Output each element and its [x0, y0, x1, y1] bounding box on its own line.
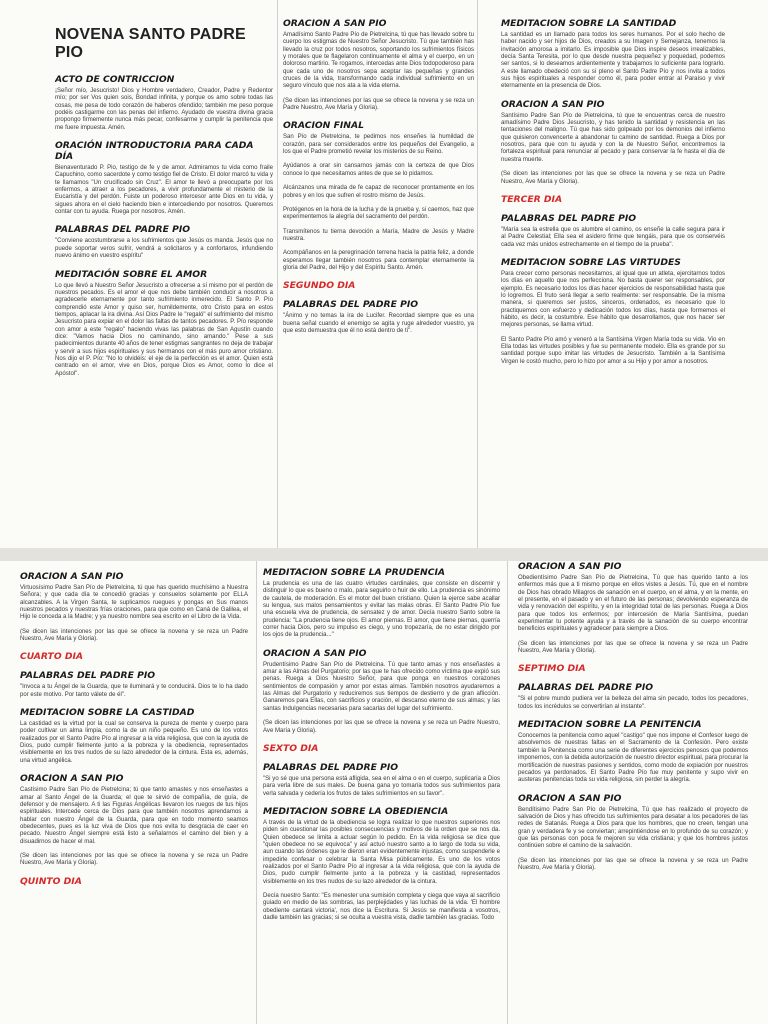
- bottom-sheet: [0, 561, 768, 1024]
- section-heading: MEDITACION SOBRE LA OBEDIENCIA: [263, 805, 449, 817]
- section-heading: ORACIÓN INTRODUCTORIA PARA CADA DÍA: [55, 140, 254, 163]
- paragraph: "Si yo sé que una persona está afligida, sea en el alma o en el cuerpo, suplicaría a Dios para verla libre de sus males. De buena gana yo tomaría todos sus sufrimientos para verla salvada y cedería los frutos de tales sufrimientos en su favor".: [263, 775, 500, 797]
- paragraph: Virtuosísimo Padre San Pío de Pietrelcina, tú que has querido muchísimo a Nuestra Señora; y que cada día te concedió gracias y consuelos solamente por ELLA alcanzables. A la Virgen Santa, te suplicamos ruegues y pongas en Sus manos nuestros pecados y nuestras frías oraciones, para que como en Caná de Galilea, el Hijo le conceda a la Madre; y ya nuestro nombre sea escrito en el Libro de la Vida.: [20, 585, 248, 621]
- paragraph: "Si el pobre mundo pudiera ver la belleza del alma sin pecado, todos los pecadores, todos los incrédulos se convertirían al instante".: [518, 696, 748, 710]
- column-divider: [277, 0, 278, 548]
- paragraph: Obedientísimo Padre San Pío de Pietrelcina, Tú que has querido tanto a los enfermos más que a ti mismo porque en ellos vistes a Jesús. Tú, que en el nombre de Dios has obrado Milagros de sanación en el cuerpo, en el alma, y en la mente, en el presente, en el pasado y en el futuro de las personas; devolviendo esperanza de vida y renovación del espíritu, y en la integridad total de las personas. Ruega a Dios para que todos los enfermos; por intercesión de María Santísima, puedan experimentar tu potente ayuda y a través de la sanación de su cuerpo encontrar beneficios espirituales y agradecer para siempre a Dios.: [518, 575, 748, 633]
- section-heading: PALABRAS DEL PADRE PIO: [283, 299, 419, 311]
- paragraph: Conocemos la penitencia como aquel "castigo" que nos impone el Confesor luego de absolvernos de nuestras faltas en el Sacramento de la Confesión. Pero existe también la Penitencia como una serie de diferentes ejercicios penosos que podemos imponernos, con la debida autorización de nuestro director espiritual, para procurar la mortificación de nuestras pasiones y sentidos, como modo de expiación por nuestros pecados ya perdonados. El Santo Padre Pío fue muy penitente y supo vivir en austeras penitencias toda su vida religiosa, sin perder la alegría.: [518, 733, 748, 784]
- paragraph: (Se dicen las intenciones por las que se ofrece la novena y se reza un Padre Nuestro, Ave María y Gloria).: [283, 97, 474, 112]
- section-heading: ORACION A SAN PIO: [263, 647, 367, 659]
- section-heading: MEDITACION SOBRE LA PRUDENCIA: [263, 567, 445, 578]
- section-heading: ORACION A SAN PIO: [20, 773, 124, 785]
- section-heading: PALABRAS DEL PADRE PIO: [55, 224, 191, 236]
- page-title: NOVENA SANTO PADRE PIO: [55, 26, 246, 61]
- column-top-middle: [283, 18, 474, 548]
- paragraph: Acompáñanos en la peregrinación terrena hacia la patria feliz, a donde esperamos llegar también nosotros para contemplar eternamente la gloria del Padre, del Hijo y del Espíritu Santo. Amén.: [283, 250, 474, 271]
- paragraph: La prudencia es una de las cuatro virtudes cardinales, que consiste en discernir y distinguir lo que es bueno o malo, para seguirlo o huir de ello. La prudencia es sinónimo de cautela, de moderación. Es el motor del buen cristiano. Quien la ejerce sabe acallar su lengua, sus malos pensamientos y evitar las malas obras. El Santo Padre Pío fue una escuela viva de prudencia, de sensatez y de amor. Decía nuestro Santo sobre la prudencia: "La prudencia tiene ojos. El amor piernas. El amor, que tiene piernas, querría correr hacia Dios, pero su impulso es ciego, y uno tropezaría, de no estar dirigido por los ojos de la prudencia...": [263, 581, 500, 639]
- section-heading: ORACION A SAN PIO: [20, 571, 124, 582]
- section-heading: MEDITACION SOBRE LA PENITENCIA: [518, 719, 702, 731]
- paragraph: (Se dicen las intenciones por las que se ofrece la novena y se reza un Padre Nuestro, Ave María y Gloria).: [263, 720, 500, 734]
- day-heading: SEGUNDO DIA: [283, 280, 356, 292]
- column-divider: [477, 0, 478, 548]
- paragraph: (Se dicen las intenciones por las que se ofrece la novena y se reza un Padre Nuestro, Ave María y Gloria).: [20, 628, 248, 643]
- column-top-left: [55, 0, 273, 548]
- paragraph: Lo que llevó a Nuestro Señor Jesucristo a ofrecerse a sí mismo por el perdón de nuestros pecados. Es el amor el que nos debe también conducir a nosotros a agradecerle eternamente por tanto sufrimiento inmerecido. El Santo P. Pío comprendió este Amor y quiso ser, humildemente, otro Cristo para en estos tiempos, aplacar la ira divina. Así Dios Padre le "regaló" el sufrimiento del mismo Jesucristo para expiar en el dolor las faltas de tantos pecadores. P. Pío responde con amor a este "regalo" haciendo vivas las palabras de San Agustín cuando dice: "Vamos hacia Dios no caminando, sino amando." Pese a sus padecimientos durante 40 años de tener estigmas sangrantes no deja de trabajar y servir a sus hijos espirituales y sus hermanos con el más puro amor cristiano. Nos dijo el P. Pío: "No lo olvidéis: el eje de la perfección es el amor. Quien está centrado en el amor, vive en Dios, porque Dios es Amor, como lo dice el Apóstol".: [55, 282, 273, 377]
- section-heading: ORACION A SAN PIO: [283, 18, 387, 29]
- section-heading: PALABRAS DEL PADRE PIO: [20, 670, 156, 682]
- paragraph: (Se dicen las intenciones por las que se ofrece la novena y se reza un Padre Nuestro, Ave María y Gloria).: [20, 852, 248, 867]
- day-heading: SEPTIMO DIA: [518, 663, 586, 675]
- paragraph: Alcánzanos una mirada de fe capaz de reconocer prontamente en los pobres y en los que sufren el rostro mismo de Jesús.: [283, 185, 474, 199]
- section-heading: ORACION A SAN PIO: [518, 561, 622, 572]
- paragraph: Amadísimo Santo Padre Pío de Pietrelcina, tú que has llevado sobre tu cuerpo los estigmas de Nuestro Señor Jesucristo. Tú que también has llevado la cruz por todos nosotros, soportando los sufrimientos físicos y morales que te flagelaron continuamente el alma y el cuerpo, en un doloroso martirio. Te rogamos, intercedas ante Dios todopoderoso para que cada uno de nosotros sepa aceptar las pequeñas y grandes cruces de la vida, transformando cada individual sufrimiento en un seguro vínculo que nos ata a la vida eterna.: [283, 32, 474, 90]
- paragraph: Santísimo Padre San Pío de Pietrelcina, tú que te encuentras cerca de nuestro amadísimo Padre Dios Jesucristo, y has tenido la santidad y resistencia en las tentaciones del maligno. Tú que has sido golpeado por los demonios del infierno que quisieron convencerte a abandonar tu camino de santidad. Ruega a Dios por nosotros, para que con tu ayuda y con la de Nuestro Señor, encontremos la fortaleza espiritual para renunciar al pecado y para conservar la fe hasta el día de nuestra muerte.: [501, 112, 725, 163]
- paragraph: (Se dicen las intenciones por las que se ofrece la novena y se reza un Padre Nuestro, Ave María y Gloria).: [518, 640, 748, 655]
- paragraph: Bendítisimo Padre San Pío de Pietrelcina, Tú que has realizado el proyecto de salvación de Dios y has ofrecido tus sufrimientos para desatar a los pecadores de las redes de Satanás. Ruega a Dios para que los hombres, que no creen, tengan una gran y verdadera fe y se conviertan; arrepintiéndose en lo profundo de su corazón; y que las personas con poca fe mejoren su vida cristiana; y que los hombres justos continúen sobre el camino de la salvación.: [518, 806, 748, 850]
- section-heading: MEDITACION SOBRE LA SANTIDAD: [501, 18, 677, 29]
- day-heading: CUARTO DIA: [20, 651, 83, 663]
- column-top-right: [501, 18, 725, 548]
- section-heading: MEDITACION SOBRE LA CASTIDAD: [20, 707, 195, 719]
- paragraph: A través de la virtud de la obediencia se logra realizar lo que nuestros superiores nos piden sin cuestionar las posibles consecuencias y motivos de la orden que se nos da. Quien obedece se limita a actuar según lo pedido. En la vida religiosa se dice que "quien obedece no se equivoca" y así actuó nuestro santo a lo largo de toda su vida, aun cuando las órdenes que le dieron eran evidentemente injustas, como suspenderle e impedirle confesar o celebrar la Santa Misa públicamente. Es uno de los votos realizados por el Santo Padre Pío al ingresar a la vida religiosa, que con la ayuda de Dios, pudo cumplir fielmente junto a la pobreza y la castidad, representados visiblemente en los tres nudos de su lazo alrededor de la cintura.: [263, 819, 500, 885]
- paragraph: Bienaventurado P. Pio, testigo de fe y de amor. Admiramos tu vida como fraile Capuchino, como sacerdote y como testigo fiel de Cristo. El dolor marcó tu vida y te llamamos "Un crucificado sin Cruz". El amor te llevó a preocuparte por los enfermos, a atraer a los pecadores, a vivir profundamente el misterio de la Eucaristía y del perdón. Fuiste un poderoso intercesor ante Dios en tu vida, y sigues ahora en el cielo haciendo bien e intercediendo por nosotros. Queremos contar con tu ayuda. Ruega por nosotros. Amén.: [55, 165, 273, 216]
- paragraph: (Se dicen las intenciones por las que se ofrece la novena y se reza un Padre Nuestro, Ave María y Gloria).: [518, 857, 748, 871]
- column-bottom-middle: [263, 567, 500, 1024]
- paragraph: Castísimo Padre San Pío de Pietrelcina; tú que tanto amastes y nos enseñastes a amar al Santo Ángel de la Guarda; el que te sirvió de compañía, de guía, de defensor y de mensajero. A ti las Figuras Angélicas llevaron los ruegos de tus hijos espirituales. Intercede cerca de Dios para que también nosotros aprendamos a hablar con nuestro Ángel de la Guarda, para que en todo momento seamos obedecentes, pues es la luz viva de Dios que nos evita tu desgracia de caer en pecado. Nuestro Ángel siempre está listo a señalarnos el camino del bien y a disuadirnos de hacer el mal.: [20, 787, 248, 845]
- paragraph: El Santo Padre Pío amó y veneró a la Santísima Virgen María toda su vida. Vio en Ella todas las virtudes posibles y fue su permanente modelo. Ella es grande por su santidad porque supo imitar las virtudes de Jesucristo. También a la Santísima Virgen le costó mucho, pero lo hizo por amor a su Hijo y por amor a nosotros.: [501, 336, 725, 365]
- paragraph: ¡Señor mío, Jesucristo! Dios y Hombre verdadero, Creador, Padre y Redentor mío; por ser Vos quien sois, Bondad infinita, y porque os amo sobre todas las cosas, me pesa de todo corazón de haberos ofendido; también me peso porque podéis castigarme con las penas del infierno. Ayudado de vuestra divina gracia propongo firmemente nunca más pecar, confesarme y cumplir la penitencia que me fuere impuesta. Amén.: [55, 88, 273, 131]
- section-heading: ACTO DE CONTRICCION: [55, 74, 175, 85]
- paragraph: San Pío de Pietrelcina, te pedimos nos enseñes la humildad de corazón, para ser considerados entre los pequeños del Evangelio, a los que el Padre prometió revelar los misterios de su Reino.: [283, 134, 474, 156]
- section-heading: MEDITACION SOBRE LAS VIRTUDES: [501, 256, 681, 268]
- section-heading: PALABRAS DEL PADRE PIO: [501, 212, 637, 224]
- paragraph: Protégenos en la hora de la lucha y de la prueba y, si caemos, haz que experimentemos la alegría del sacramento del perdón.: [283, 206, 474, 221]
- day-heading: QUINTO DIA: [20, 875, 82, 887]
- paragraph: "Conviene acostumbrarse a los sufrimientos que Jesús os manda. Jesús que no puede soportar veros sufrir, vendrá a solicitaros y a confortaros, infundiendo nuevo ánimo en vuestro espíritu": [55, 238, 273, 260]
- paragraph: "María sea la estrella que os alumbre el camino, os enseñe la calle segura para ir al Padre Celestial; Ella sea el asidero firme que tengáis, para que os conservéis cada vez más unidos estrechamente en el tiempo de la prueba".: [501, 226, 725, 248]
- section-heading: ORACION FINAL: [283, 120, 364, 132]
- paragraph: Para crecer como personas necesitamos, al igual que un atleta, ejercitarnos todos los días en aquello que nos perfecciona. No basta querer ser responsables, por ejemplo. Es necesario todos los días hacer ejercicios de responsabilidad hasta que lo logremos. El fruto será llegar a serlo realmente: ser responsable. De la misma manera, si queremos ser justos, sinceros, ordenados, es necesario que lo practiquemos con esfuerzo y dedicación todos los días, hasta que formemos el hábito, es decir, la costumbre. Ese hábito que desarrollamos, que nos hacer ser mejores personas, se llama virtud.: [501, 270, 725, 329]
- paragraph: Transmítenos tu tierna devoción a María, Madre de Jesús y Madre nuestra.: [283, 228, 474, 242]
- section-heading: ORACION A SAN PIO: [518, 792, 622, 804]
- section-heading: PALABRAS DEL PADRE PIO: [263, 761, 399, 773]
- column-bottom-left: [20, 571, 248, 1024]
- paragraph: La santidad es un llamado para todos los seres humanos. Por el solo hecho de haber nacido y ser hijos de Dios, creados a su Imagen y Semejanza, tenemos la invitación amorosa a imitarlo. Es imposible que Dios inspire deseos irrealizables, decía Santa Teresita, por lo que desde nuestra pequeñez y poquedad, podemos ser santos, si lo deseamos ardientemente y trabajamos lo suficiente para lograrlo. A este llamado obedeció con su sí pleno el Santo Padre Pío y nos invita a todos sus hijos espirituales a responder como él, para poder entrar al Paraíso y vivir eternamente en la presencia de Dios.: [501, 32, 725, 90]
- section-heading: ORACION A SAN PIO: [501, 98, 605, 110]
- day-heading: TERCER DIA: [501, 193, 563, 205]
- section-heading: MEDITACIÓN SOBRE EL AMOR: [55, 268, 208, 280]
- column-bottom-right: [518, 561, 748, 1024]
- paragraph: (Se dicen las intenciones por las que se ofrece la novena y se reza un Padre Nuestro, Ave María y Gloria).: [501, 171, 725, 185]
- paragraph: La castidad es la virtud por la cual se conserva la pureza de mente y cuerpo para poder cultivar un alma limpia, como la de un niño pequeño. Es uno de los votos realizados por el Santo Padre Pío al ingresar a la vida religiosa, que con la ayuda de Dios, pudo cumplir fielmente junto a la pobreza y la obediencia, representados visiblemente en los tres nudos de su lazo alrededor de la cintura. Esta es, además, una virtud angélica.: [20, 721, 248, 764]
- paragraph: "Invoca a tu Ángel de la Guarda, que te iluminará y te conducirá. Dios te lo ha dado por este motivo. Por tanto válete de él".: [20, 684, 248, 698]
- paragraph: Ayúdanos a orar sin cansarnos jamás con la certeza de que Dios conoce lo que necesitamos antes de que se lo pidamos.: [283, 163, 474, 177]
- paragraph: Prudentísimo Padre San Pío de Pietrelcina. Tú que tanto amas y nos enseñastes a amar a las Almas del Purgatorio; por las que te has ofrecido como víctima que expió sus penas. Ruega a Dios Nuestro Señor, para que ponga en nuestros corazones sentimientos de compasión y amor por estas almas. También nosotros ayudaremos a las Almas del Purgatorio y reduciremos sus tiempos de destierro y de gran aflicción. Ganaremos para Ellas, con sacrificios y oración, el descanso eterno de sus almas; y las santas Indulgencias necesarias para sacarlas del lugar del sufrimiento.: [263, 661, 500, 712]
- day-heading: SEXTO DIA: [263, 742, 319, 754]
- paragraph: Decía nuestro Santo: "Es menester una sumisión completa y ciega que vaya al sacrificio guiado en medio de las sombras, las perplejidades y las luchas de la vida. 'El hombre obediente cantará victoria', nos dice la Escritura. Si Jesús se manifiesta a vosotros, dadle también las gracias; si se oculta a vuestra vista, dadle también las gracias. Todo: [263, 892, 500, 921]
- section-heading: PALABRAS DEL PADRE PIO: [518, 682, 654, 694]
- paragraph: "Ánimo y no temas la ira de Lucifer. Recordad siempre que es una buena señal cuando el enemigo se agita y ruge alrededor vuestro, ya que esto demuestra que él no está dentro de ti".: [283, 313, 474, 334]
- column-divider: [507, 561, 508, 1024]
- column-divider: [256, 561, 257, 1024]
